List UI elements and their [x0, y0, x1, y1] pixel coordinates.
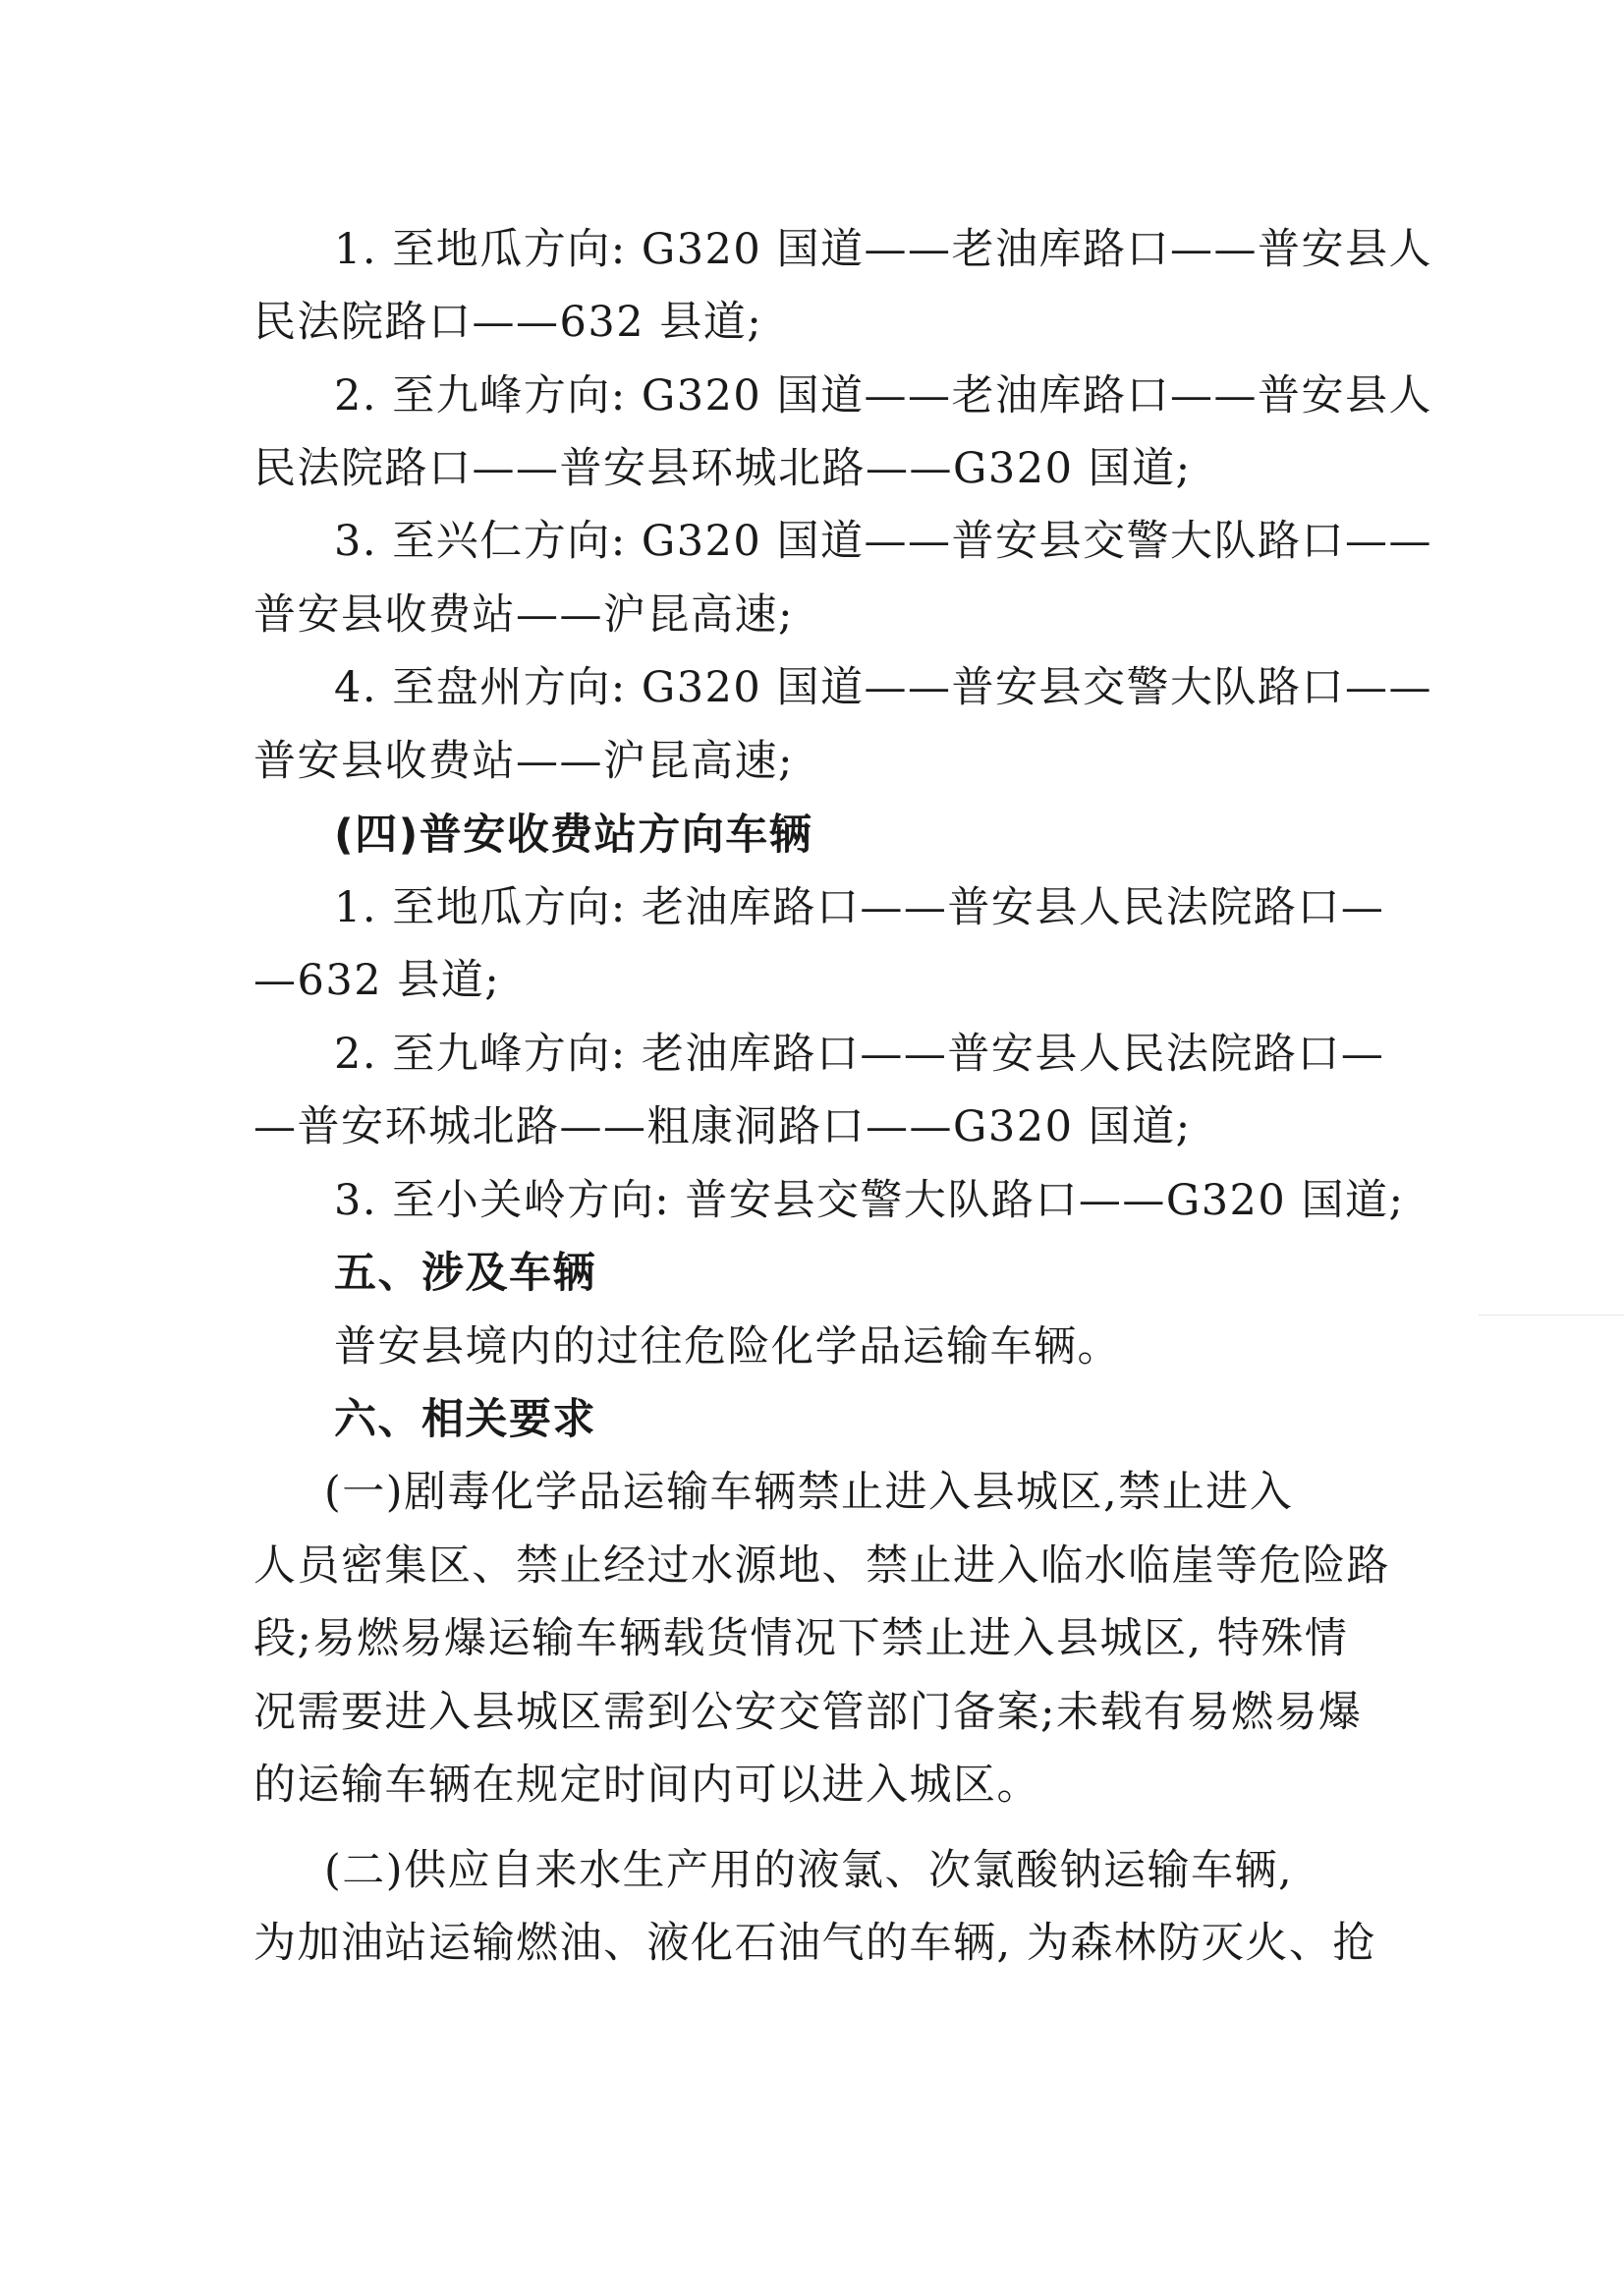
vehicles-paragraph: 普安县境内的过往危险化学品运输车辆。 [334, 1322, 1121, 1371]
route-item-1-line-1: 1. 至地瓜方向: G320 国道——老油库路口——普安县人 [334, 225, 1432, 274]
requirement-2-line-1: (二)供应自来水生产用的液氯、次氯酸钠运输车辆, [324, 1846, 1294, 1895]
requirement-1-line-1: (一)剧毒化学品运输车辆禁止进入县城区,禁止进入 [324, 1468, 1294, 1517]
requirement-1-line-3: 段;易燃易爆运输车辆载货情况下禁止进入县城区, 特殊情 [253, 1614, 1349, 1663]
toll-route-item-3: 3. 至小关岭方向: 普安县交警大队路口——G320 国道; [334, 1176, 1405, 1225]
section-heading-5: 五、涉及车辆 [334, 1249, 596, 1298]
route-item-2-line-2: 民法院路口——普安县环城北路——G320 国道; [253, 444, 1192, 493]
route-item-3-line-2: 普安县收费站——沪昆高速; [253, 590, 794, 640]
requirement-2-line-2: 为加油站运输燃油、液化石油气的车辆, 为森林防灭火、抢 [253, 1919, 1376, 1968]
route-item-2-line-1: 2. 至九峰方向: G320 国道——老油库路口——普安县人 [334, 371, 1432, 420]
subsection-heading-4: (四)普安收费站方向车辆 [334, 811, 813, 860]
requirement-1-line-4: 况需要进入县城区需到公安交管部门备案;未载有易燃易爆 [253, 1688, 1363, 1737]
route-item-3-line-1: 3. 至兴仁方向: G320 国道——普安县交警大队路口—— [334, 517, 1432, 566]
toll-route-item-2-line-2: —普安环城北路——粗康洞路口——G320 国道; [253, 1102, 1192, 1151]
route-item-1-line-2: 民法院路口——632 县道; [253, 298, 763, 347]
requirement-1-line-5: 的运输车辆在规定时间内可以进入城区。 [253, 1761, 1040, 1810]
route-item-4-line-1: 4. 至盘州方向: G320 国道——普安县交警大队路口—— [334, 663, 1432, 712]
toll-route-item-1-line-2: —632 县道; [253, 956, 501, 1005]
section-heading-6: 六、相关要求 [334, 1395, 596, 1444]
route-item-4-line-2: 普安县收费站——沪昆高速; [253, 737, 794, 786]
toll-route-item-1-line-1: 1. 至地瓜方向: 老油库路口——普安县人民法院路口— [334, 883, 1385, 932]
toll-route-item-2-line-1: 2. 至九峰方向: 老油库路口——普安县人民法院路口— [334, 1030, 1385, 1079]
requirement-1-line-2: 人员密集区、禁止经过水源地、禁止进入临水临崖等危险路 [253, 1541, 1390, 1591]
